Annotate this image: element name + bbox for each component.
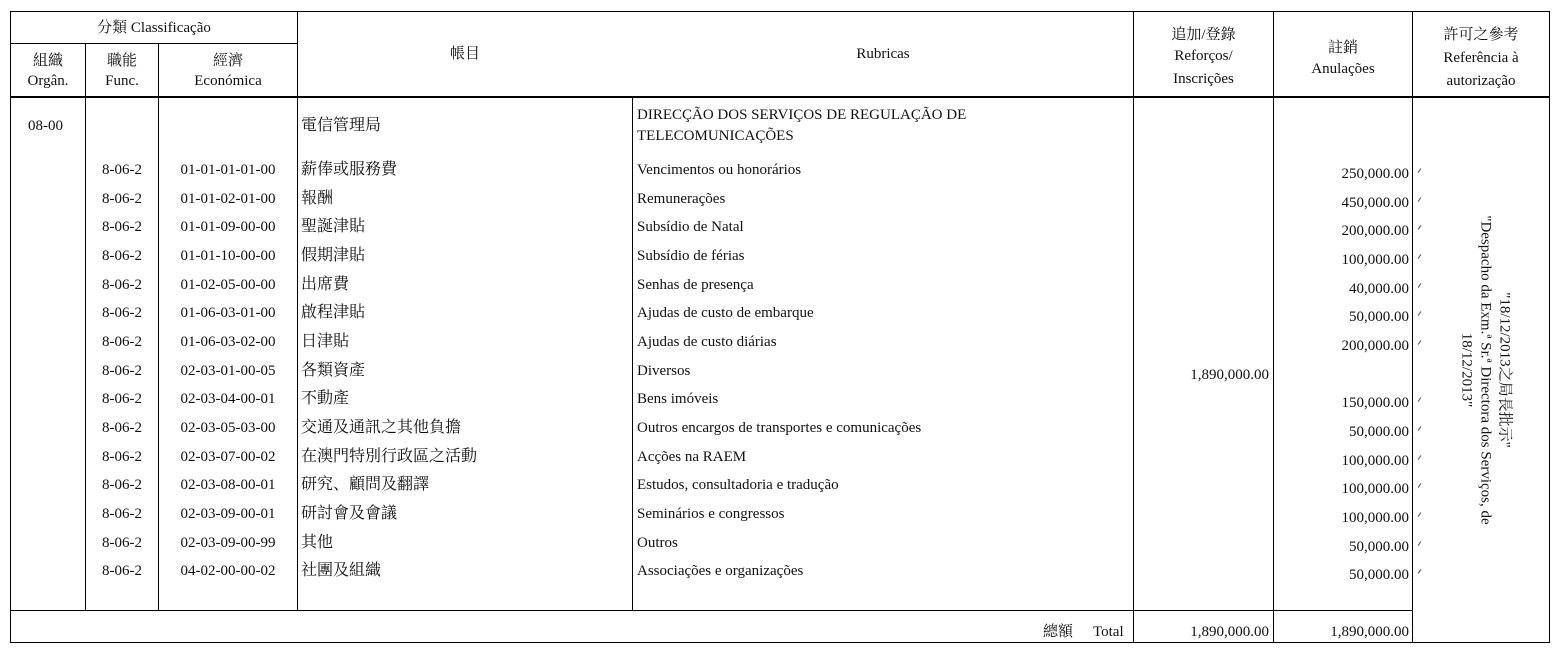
row-rubric-pt: Remunerações (637, 190, 726, 207)
row-rubric-zh: 日津貼 (301, 332, 350, 350)
row-func: 8-06-2 (102, 219, 142, 236)
row-rubric-zh: 在澳門特別行政區之活動 (301, 447, 478, 465)
row-func: 8-06-2 (102, 190, 142, 207)
row-econ: 01-02-05-00-00 (180, 276, 276, 293)
table-row (0, 362, 1564, 382)
header-classification: 分類 Classificação (97, 20, 211, 36)
total-reforco: 1,890,000.00 (1190, 624, 1269, 640)
row-rubric-pt: Senhas de presença (637, 276, 754, 293)
col-divider-func-econ (158, 43, 159, 611)
header-func-zh: 職能 (106, 53, 137, 69)
row-anulacao: 450,000.00 (1341, 194, 1409, 211)
row-func: 8-06-2 (102, 391, 142, 408)
row-anulacao: 200,000.00 (1341, 223, 1409, 240)
table-row (0, 476, 1564, 496)
table-row (0, 304, 1564, 324)
row-anulacao: 40,000.00 (1349, 280, 1409, 297)
row-func: 8-06-2 (102, 247, 142, 264)
row-anulacao: 50,000.00 (1349, 538, 1409, 555)
organ-name-pt-line2: TELECOMUNICAÇÕES (637, 128, 794, 144)
row-anulacao: 200,000.00 (1341, 337, 1409, 354)
table-row (0, 247, 1564, 267)
row-rubric-zh: 各類資產 (301, 361, 366, 379)
row-rubric-zh: 聖誕津貼 (301, 218, 366, 236)
row-econ: 01-06-03-01-00 (180, 305, 276, 322)
row-func: 8-06-2 (102, 477, 142, 494)
table-row (0, 419, 1564, 439)
row-rubric-zh: 其他 (301, 533, 334, 551)
total-anul: 1,890,000.00 (1330, 624, 1409, 640)
row-econ: 01-01-10-00-00 (180, 247, 276, 264)
header-ref-zh: 許可之參考 (1443, 27, 1519, 43)
total-label-zh: 總額 (1043, 624, 1074, 640)
row-rubric-pt: Ajudas de custo de embarque (637, 305, 814, 322)
header-econ-pt: Económica (194, 73, 262, 89)
checkmark-tick-icon (1418, 197, 1422, 202)
row-econ: 04-02-00-00-02 (180, 563, 276, 580)
checkmark-tick-icon (1418, 483, 1422, 488)
row-func: 8-06-2 (102, 534, 142, 551)
row-rubric-zh: 社團及組織 (301, 562, 382, 580)
table-row (0, 218, 1564, 238)
row-func: 8-06-2 (102, 563, 142, 580)
checkmark-tick-icon (1418, 569, 1422, 574)
row-rubric-zh: 報酬 (301, 189, 334, 207)
checkmark-tick-icon (1418, 168, 1422, 173)
checkmark-tick-icon (1418, 311, 1422, 316)
row-rubric-pt: Estudos, consultadoria e tradução (637, 477, 839, 494)
row-func: 8-06-2 (102, 333, 142, 350)
row-anulacao: 100,000.00 (1341, 481, 1409, 498)
row-econ: 02-03-09-00-99 (180, 534, 276, 551)
authorization-reference (1457, 140, 1514, 600)
row-rubric-pt: Outros (637, 534, 678, 551)
header-econ-zh: 經濟 (212, 53, 243, 69)
header-anul-zh: 註銷 (1327, 40, 1358, 56)
row-econ: 02-03-09-00-01 (180, 505, 276, 522)
table-row (0, 534, 1564, 554)
row-econ: 01-01-01-01-00 (180, 162, 276, 178)
table-bottom-border (10, 642, 1550, 643)
header-ref-pt1: Referência à (1443, 50, 1519, 66)
header-func-pt: Func. (105, 73, 139, 89)
header-organ-pt: Orgân. (27, 73, 69, 89)
row-rubric-pt: Outros encargos de transportes e comunicações (637, 419, 922, 436)
classification-divider (10, 43, 298, 44)
row-econ: 02-03-04-00-01 (180, 391, 276, 408)
table-row (0, 276, 1564, 296)
checkmark-tick-icon (1418, 340, 1422, 345)
table-row (0, 161, 1564, 181)
row-func: 8-06-2 (102, 448, 142, 465)
row-func: 8-06-2 (102, 162, 142, 178)
total-top-border (10, 610, 1413, 611)
checkmark-tick-icon (1418, 426, 1422, 431)
organ-name-pt-line1: DIRECÇÃO DOS SERVIÇOS DE REGULAÇÃO DE (637, 107, 967, 123)
header-reforco-pt1: Reforços/ (1174, 48, 1233, 64)
checkmark-tick-icon (1418, 283, 1422, 288)
row-func: 8-06-2 (102, 419, 142, 436)
row-rubric-zh: 研究、顧問及翻譯 (301, 476, 430, 494)
header-organ-zh: 組織 (32, 53, 63, 69)
row-rubric-pt: Ajudas de custo diárias (637, 333, 777, 350)
header-reforco-pt2: Inscrições (1173, 71, 1234, 87)
table-row (0, 448, 1564, 468)
row-econ: 02-03-08-00-01 (180, 477, 276, 494)
row-econ: 01-01-02-01-00 (180, 190, 276, 207)
row-rubric-zh: 交通及通訊之其他負擔 (301, 418, 462, 436)
table-top-border (10, 11, 1550, 12)
header-rubric-pt: Rubricas (856, 46, 910, 62)
row-rubric-zh: 假期津貼 (301, 246, 366, 264)
header-reforco-zh: 追加/登錄 (1171, 27, 1236, 43)
header-anul-pt: Anulações (1311, 61, 1375, 77)
row-anulacao: 250,000.00 (1341, 166, 1409, 182)
row-func: 8-06-2 (102, 362, 142, 379)
row-rubric-pt: Acções na RAEM (637, 448, 747, 465)
table-row (0, 333, 1564, 353)
checkmark-tick-icon (1418, 541, 1422, 546)
reference-line2: "Despacho da Exm.ª Sr.ª Directora dos Serviços, de (1477, 215, 1494, 525)
row-anulacao: 50,000.00 (1349, 423, 1409, 440)
row-rubric-zh: 研討會及會議 (301, 504, 398, 522)
row-anulacao: 150,000.00 (1341, 395, 1409, 412)
table-row (0, 190, 1564, 210)
row-rubric-zh: 不動產 (301, 390, 350, 408)
row-func: 8-06-2 (102, 505, 142, 522)
row-econ: 02-03-07-00-02 (180, 448, 276, 465)
table-row (0, 505, 1564, 525)
row-anulacao: 50,000.00 (1349, 567, 1409, 584)
checkmark-tick-icon (1418, 225, 1422, 230)
checkmark-tick-icon (1418, 455, 1422, 460)
table-row (0, 562, 1564, 582)
total-label-pt: Total (1093, 624, 1124, 640)
table-row (0, 390, 1564, 410)
row-reforco: 1,890,000.00 (1190, 366, 1269, 383)
row-anulacao: 50,000.00 (1349, 309, 1409, 326)
reference-line3: 18/12/2013" (1458, 332, 1475, 408)
row-rubric-pt: Associações e organizações (637, 563, 804, 580)
row-rubric-zh: 啟程津貼 (301, 304, 366, 322)
row-econ: 01-06-03-02-00 (180, 333, 276, 350)
header-ref-pt2: autorização (1446, 73, 1516, 89)
row-econ: 02-03-01-00-05 (180, 362, 276, 379)
row-rubric-pt: Vencimentos ou honorários (637, 162, 802, 178)
row-anulacao: 100,000.00 (1341, 509, 1409, 526)
checkmark-tick-icon (1418, 397, 1422, 402)
col-divider-organ-func (85, 43, 86, 611)
row-rubric-pt: Bens imóveis (637, 391, 719, 408)
organ-code: 08-00 (28, 118, 63, 134)
reference-line1: "18/12/2013之局長批示" (1496, 292, 1513, 448)
row-func: 8-06-2 (102, 305, 142, 322)
row-anulacao: 100,000.00 (1341, 452, 1409, 469)
row-anulacao: 100,000.00 (1341, 251, 1409, 268)
row-rubric-pt: Subsídio de férias (637, 247, 745, 264)
row-func: 8-06-2 (102, 276, 142, 293)
row-rubric-zh: 出席費 (301, 275, 350, 293)
row-econ: 01-01-09-00-00 (180, 219, 276, 236)
row-econ: 02-03-05-03-00 (180, 419, 276, 436)
row-rubric-zh: 薪俸或服務費 (301, 161, 398, 178)
header-bottom-border (10, 96, 1550, 98)
row-rubric-pt: Subsídio de Natal (637, 219, 744, 236)
row-rubric-pt: Seminários e congressos (637, 505, 785, 522)
checkmark-tick-icon (1418, 254, 1422, 259)
checkmark-tick-icon (1418, 512, 1422, 517)
organ-name-zh: 電信管理局 (301, 117, 382, 134)
header-rubric-zh: 帳目 (449, 46, 480, 62)
row-rubric-pt: Diversos (637, 362, 691, 379)
